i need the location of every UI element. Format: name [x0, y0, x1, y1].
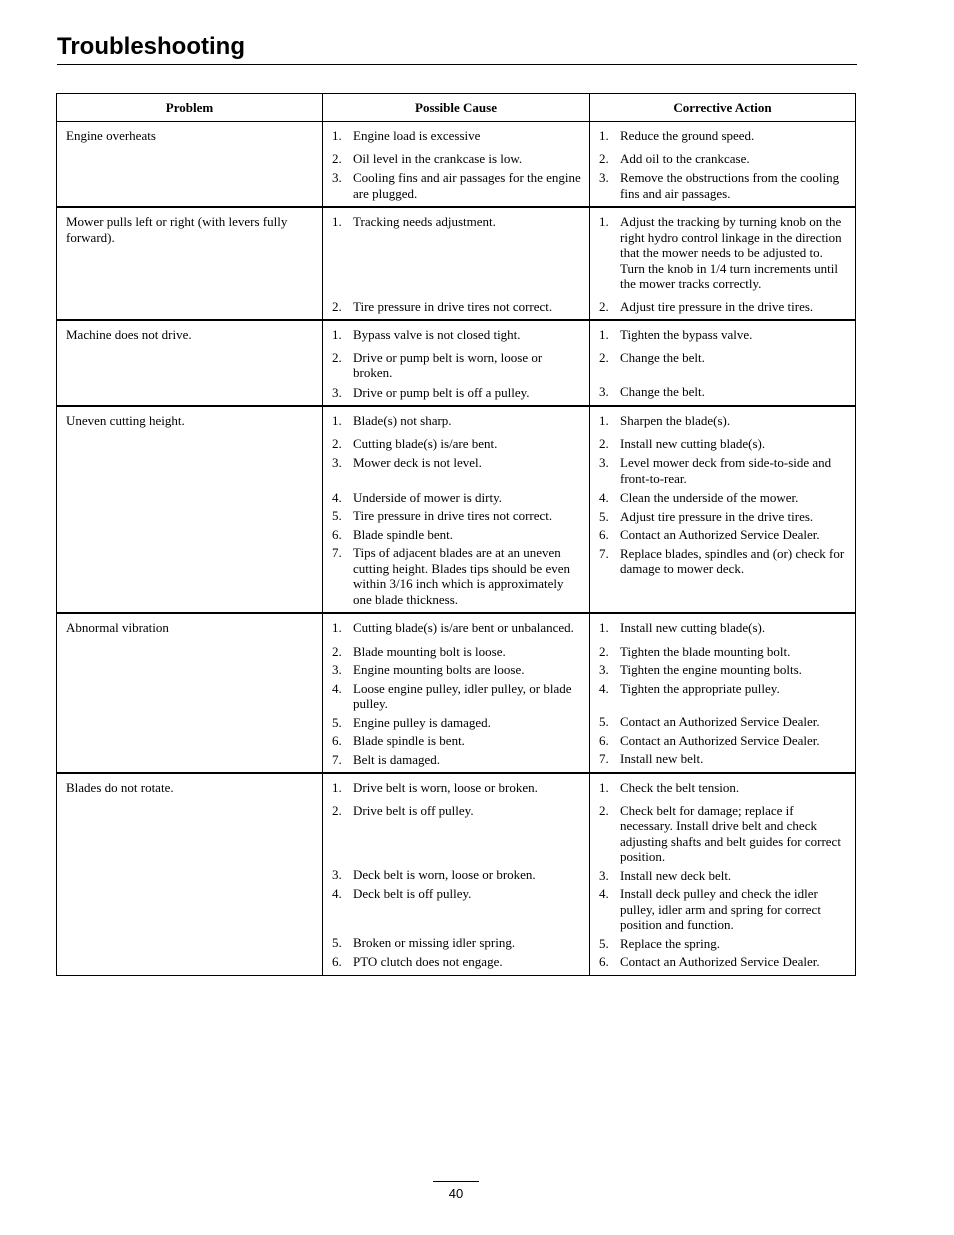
cause-list-item: [332, 954, 581, 970]
action-item-number: 4.: [599, 490, 609, 505]
cause-item-text: Drive belt is worn, loose or broken.: [353, 780, 538, 795]
page-title: Troubleshooting: [57, 33, 245, 60]
action-list-item: [599, 170, 847, 201]
cause-item-text: Drive or pump belt is worn, loose or broken.: [353, 349, 543, 380]
table-row: [57, 122, 856, 208]
action-list-item: [599, 780, 847, 796]
action-list-item: [599, 546, 847, 577]
action-list-item: [599, 384, 847, 400]
action-item-number: 2.: [599, 435, 609, 451]
action-list-item: [599, 413, 847, 429]
action-item-number: 3.: [599, 384, 609, 399]
cause-item-text: Blade(s) not sharp.: [353, 413, 452, 428]
title-rule: [57, 64, 857, 65]
action-item-text: Contact an Authorized Service Dealer.: [620, 954, 820, 969]
action-item-text: Contact an Authorized Service Dealer.: [620, 732, 820, 748]
action-list-item: [599, 151, 847, 167]
action-cell: [590, 613, 856, 773]
action-item-text: Replace the spring.: [620, 935, 720, 951]
cause-item-number: 1.: [332, 128, 342, 143]
cause-list-item: [332, 508, 581, 524]
action-list-item: [599, 620, 847, 636]
cause-list-item: [332, 752, 581, 768]
action-item-number: 2.: [599, 298, 609, 314]
table-header-row: [57, 94, 856, 122]
action-item-text: Add oil to the crankcase.: [620, 150, 750, 166]
cause-item-number: 3.: [332, 384, 342, 400]
action-item-number: 6.: [599, 732, 609, 748]
cause-item-text: Tips of adjacent blades are at an uneven cutting height. Blades tips should be even within 3/16 inch which is approximately one blade thickness.: [353, 545, 570, 607]
action-list-item: [599, 644, 847, 660]
problem-cell: Engine overheats: [57, 122, 323, 208]
cause-item-text: Deck belt is worn, loose or broken.: [353, 867, 536, 882]
cause-list-item: [332, 867, 581, 883]
cause-item-number: 3.: [332, 170, 342, 185]
cause-item-number: 5.: [332, 935, 342, 950]
cause-item-number: 1.: [332, 780, 342, 795]
cause-item-text: Blade mounting bolt is loose.: [353, 643, 506, 659]
action-item-text: Replace blades, spindles and (or) check for damage to mower deck.: [620, 545, 845, 576]
table-row: [57, 406, 856, 613]
action-item-text: Install new cutting blade(s).: [620, 435, 766, 451]
cause-item-text: Cutting blade(s) is/are bent or unbalanced.: [353, 620, 574, 635]
action-item-number: 5.: [599, 508, 609, 524]
cause-item-number: 6.: [332, 733, 342, 748]
action-list-item: [599, 936, 847, 952]
action-cell: [590, 406, 856, 613]
cause-item-text: Blade spindle bent.: [353, 526, 454, 542]
cause-item-number: 3.: [332, 662, 342, 677]
action-item-text: Install new belt.: [620, 751, 704, 766]
cause-list-item: [332, 128, 581, 144]
cause-item-number: 2.: [332, 150, 342, 166]
problem-cell: Mower pulls left or right (with levers fully forward).: [57, 207, 323, 320]
action-item-text: Sharpen the blade(s).: [620, 413, 731, 428]
cause-list-item: [332, 886, 581, 902]
cause-item-text: Drive or pump belt is off a pulley.: [353, 384, 530, 400]
cause-list-item: [332, 490, 581, 506]
action-item-text: Change the belt.: [620, 384, 705, 399]
cause-item-number: 1.: [332, 620, 342, 635]
cause-item-number: 4.: [332, 885, 342, 901]
cause-item-text: Drive belt is off pulley.: [353, 802, 474, 818]
cause-item-text: Mower deck is not level.: [353, 455, 482, 470]
action-list-item: [599, 714, 847, 730]
action-item-number: 2.: [599, 349, 609, 365]
page-number-rule: [433, 1181, 479, 1182]
cause-list-item: [332, 681, 581, 712]
action-list-item: [599, 128, 847, 144]
cause-item-text: Loose engine pulley, idler pulley, or blade pulley.: [353, 680, 572, 711]
cause-item-text: Blade spindle is bent.: [353, 733, 465, 748]
action-item-text: Contact an Authorized Service Dealer.: [620, 714, 820, 729]
cause-list-item: [332, 214, 581, 230]
cause-list-item: [332, 527, 581, 543]
action-item-text: Tighten the blade mounting bolt.: [620, 643, 791, 659]
cause-item-number: 2.: [332, 349, 342, 365]
action-item-text: Adjust tire pressure in the drive tires.: [620, 508, 814, 524]
action-item-text: Clean the underside of the mower.: [620, 490, 799, 505]
header-corrective-action: Corrective Action: [590, 94, 856, 122]
cause-list-item: [332, 780, 581, 796]
table-row: [57, 207, 856, 320]
cause-list-item: [332, 350, 581, 381]
action-item-number: 1.: [599, 620, 609, 635]
cause-item-number: 6.: [332, 526, 342, 542]
cause-list-item: [332, 803, 581, 819]
cause-item-number: 1.: [332, 327, 342, 342]
action-item-number: 1.: [599, 214, 609, 229]
action-list-item: [599, 886, 847, 933]
action-item-text: Check belt for damage; replace if necessary. Install drive belt and check adjusting shafts and belt guides for correct position.: [620, 802, 841, 864]
cause-item-number: 6.: [332, 953, 342, 969]
action-item-text: Check the belt tension.: [620, 780, 740, 795]
action-item-text: Remove the obstructions from the cooling fins and air passages.: [620, 170, 840, 201]
action-item-number: 4.: [599, 886, 609, 901]
action-item-number: 2.: [599, 643, 609, 659]
cause-cell: [323, 773, 590, 975]
action-item-text: Level mower deck from side-to-side and front-to-rear.: [620, 455, 832, 486]
action-item-text: Change the belt.: [620, 349, 705, 365]
cause-list-item: [332, 733, 581, 749]
cause-cell: [323, 406, 590, 613]
action-item-number: 3.: [599, 662, 609, 677]
cause-item-number: 4.: [332, 489, 342, 505]
action-item-number: 3.: [599, 455, 609, 470]
cause-item-number: 2.: [332, 298, 342, 314]
action-item-text: Install deck pulley and check the idler pulley, idler arm and spring for correct position and function.: [620, 886, 821, 932]
action-item-number: 4.: [599, 680, 609, 696]
cause-item-number: 7.: [332, 751, 342, 767]
action-item-number: 2.: [599, 150, 609, 166]
cause-item-number: 1.: [332, 413, 342, 428]
action-list-item: [599, 681, 847, 697]
cause-item-text: Cutting blade(s) is/are bent.: [353, 435, 498, 451]
cause-item-text: Engine pulley is damaged.: [353, 714, 491, 730]
action-item-text: Adjust the tracking by turning knob on the right hydro control linkage in the direction that the mower needs to be adjusted to. Turn the knob in 1/4 turn increments until the mower tracks correctly.: [620, 214, 842, 291]
cause-item-text: Underside of mower is dirty.: [353, 489, 502, 505]
cause-item-text: Oil level in the crankcase is low.: [353, 150, 523, 166]
cause-list-item: [332, 715, 581, 731]
action-cell: [590, 773, 856, 975]
action-item-number: 2.: [599, 802, 609, 818]
cause-item-number: 2.: [332, 643, 342, 659]
action-item-text: Reduce the ground speed.: [620, 128, 755, 143]
cause-cell: [323, 613, 590, 773]
cause-list-item: [332, 385, 581, 401]
table-row: [57, 320, 856, 406]
cause-list-item: [332, 545, 581, 607]
cause-item-text: Tracking needs adjustment.: [353, 214, 496, 229]
header-possible-cause: Possible Cause: [323, 94, 590, 122]
table-row: [57, 773, 856, 975]
problem-cell: Blades do not rotate.: [57, 773, 323, 975]
action-list-item: [599, 868, 847, 884]
action-list-item: [599, 954, 847, 970]
cause-item-text: PTO clutch does not engage.: [353, 953, 503, 969]
cause-item-number: 1.: [332, 214, 342, 229]
cause-list-item: [332, 413, 581, 429]
cause-cell: [323, 207, 590, 320]
cause-cell: [323, 320, 590, 406]
action-item-text: Tighten the appropriate pulley.: [620, 680, 780, 696]
action-list-item: [599, 527, 847, 543]
action-cell: [590, 122, 856, 208]
action-item-text: Install new cutting blade(s).: [620, 620, 766, 635]
cause-list-item: [332, 662, 581, 678]
action-list-item: [599, 350, 847, 366]
cause-item-text: Tire pressure in drive tires not correct.: [353, 508, 553, 523]
action-item-number: 6.: [599, 954, 609, 969]
action-item-number: 3.: [599, 867, 609, 883]
action-list-item: [599, 662, 847, 678]
cause-list-item: [332, 620, 581, 636]
cause-item-number: 2.: [332, 802, 342, 818]
cause-item-number: 5.: [332, 714, 342, 730]
cause-cell: [323, 122, 590, 208]
cause-item-number: 7.: [332, 545, 342, 560]
cause-item-text: Tire pressure in drive tires not correct.: [353, 298, 553, 314]
action-item-text: Tighten the bypass valve.: [620, 327, 753, 342]
action-item-text: Install new deck belt.: [620, 867, 732, 883]
cause-item-text: Cooling fins and air passages for the engine are plugged.: [353, 170, 581, 201]
action-item-number: 7.: [599, 751, 609, 766]
action-item-number: 5.: [599, 714, 609, 729]
page-number: 40: [448, 1186, 464, 1201]
header-problem: Problem: [57, 94, 323, 122]
action-list-item: [599, 509, 847, 525]
action-item-text: Tighten the engine mounting bolts.: [620, 662, 802, 677]
table-row: [57, 613, 856, 773]
troubleshooting-table: [56, 93, 856, 976]
action-item-number: 5.: [599, 935, 609, 951]
cause-item-text: Belt is damaged.: [353, 751, 441, 767]
cause-list-item: [332, 455, 581, 471]
cause-list-item: [332, 327, 581, 343]
cause-item-text: Broken or missing idler spring.: [353, 935, 516, 950]
cause-item-text: Engine mounting bolts are loose.: [353, 662, 525, 677]
action-item-number: 1.: [599, 128, 609, 143]
action-list-item: [599, 751, 847, 767]
action-item-number: 6.: [599, 527, 609, 542]
action-list-item: [599, 733, 847, 749]
action-list-item: [599, 299, 847, 315]
action-item-number: 1.: [599, 327, 609, 342]
action-item-number: 1.: [599, 780, 609, 795]
action-cell: [590, 207, 856, 320]
action-item-number: 3.: [599, 170, 609, 185]
action-item-text: Contact an Authorized Service Dealer.: [620, 527, 820, 542]
cause-list-item: [332, 436, 581, 452]
problem-cell: Abnormal vibration: [57, 613, 323, 773]
cause-list-item: [332, 151, 581, 167]
action-list-item: [599, 455, 847, 486]
action-cell: [590, 320, 856, 406]
action-list-item: [599, 327, 847, 343]
cause-list-item: [332, 644, 581, 660]
cause-item-text: Bypass valve is not closed tight.: [353, 327, 521, 342]
cause-item-number: 2.: [332, 435, 342, 451]
cause-item-number: 5.: [332, 508, 342, 523]
problem-cell: Uneven cutting height.: [57, 406, 323, 613]
cause-list-item: [332, 299, 581, 315]
cause-item-text: Deck belt is off pulley.: [353, 885, 472, 901]
cause-list-item: [332, 935, 581, 951]
action-list-item: [599, 490, 847, 506]
cause-item-text: Engine load is excessive: [353, 128, 481, 143]
action-item-text: Adjust tire pressure in the drive tires.: [620, 298, 814, 314]
action-list-item: [599, 436, 847, 452]
cause-list-item: [332, 170, 581, 201]
action-list-item: [599, 214, 847, 292]
cause-item-number: 4.: [332, 680, 342, 696]
action-item-number: 7.: [599, 545, 609, 561]
cause-item-number: 3.: [332, 455, 342, 470]
action-list-item: [599, 803, 847, 865]
action-item-number: 1.: [599, 413, 609, 428]
cause-item-number: 3.: [332, 867, 342, 882]
problem-cell: Machine does not drive.: [57, 320, 323, 406]
